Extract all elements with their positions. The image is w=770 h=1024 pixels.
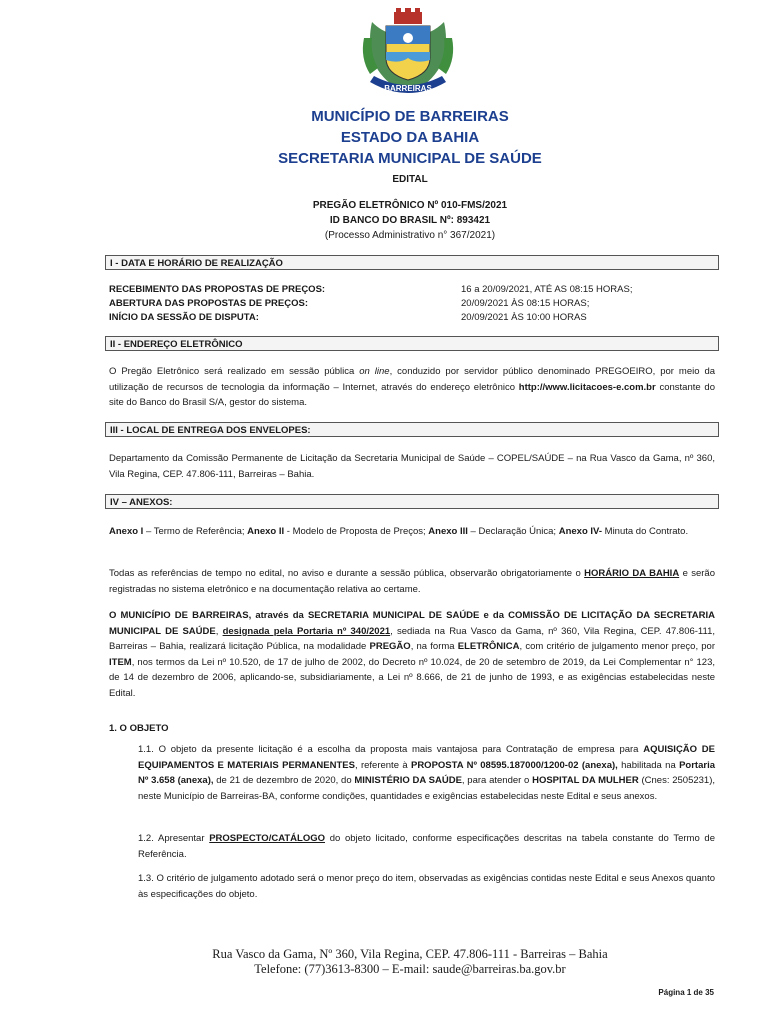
local-entrega-paragraph: Departamento da Comissão Permanente de Licitação da Secretaria Municipal de Saúde – COPEL/SAÚDE – na Rua Vasco da Gama, nº 360, Vila Regina, CEP. 47.806-111, Barreiras – Bahia. [109, 453, 715, 480]
value-abertura: 20/09/2021 ÀS 08:15 HORAS; [461, 298, 590, 309]
endereco-paragraph: O Pregão Eletrônico será realizado em sessão pública on line, conduzido por servidor público denominado PREGOEIRO, por meio da utilização de recursos de tecnologia da informação – Internet, através do endereço eletrônico http://www.licitacoes-e.com.br constante do site do Banco do Brasil S/A, gestor do sistema. [109, 366, 716, 408]
objeto-item-1-2: 1.2. Apresentar PROSPECTO/CATÁLOGO do objeto licitado, conforme especificações descritas na tabela constante do Termo de Referência. [138, 833, 715, 860]
label-abertura: ABERTURA DAS PROPOSTAS DE PREÇOS: [109, 298, 308, 309]
edital-title: EDITAL [392, 174, 428, 185]
footer-contact: Telefone: (77)3613-8300 – E-mail: saude@barreiras.ba.gov.br [254, 962, 566, 976]
municipal-crest-logo [356, 8, 460, 106]
header-secretaria: SECRETARIA MUNICIPAL DE SAÚDE [278, 150, 542, 167]
horario-paragraph: Todas as referências de tempo no edital, no aviso e durante a sessão pública, observarão obrigatoriamente o HORÁRIO DA BAHIA e serão registradas no sistema eletrônico e na documentação relativa ao certame. [109, 568, 715, 595]
label-recebimento: RECEBIMENTO DAS PROPOSTAS DE PREÇOS: [109, 284, 326, 295]
value-inicio-sessao: 20/09/2021 ÀS 10:00 HORAS [461, 312, 587, 323]
header-estado: ESTADO DA BAHIA [340, 129, 480, 146]
objeto-item-1-3: 1.3. O critério de julgamento adotado será o menor preço do item, observadas as exigências contidas neste Edital e seus Anexos quanto às especificações do objeto. [138, 873, 715, 900]
processo-administrativo: (Processo Administrativo n° 367/2021) [324, 230, 496, 241]
licitacoes-link[interactable]: http://www.licitacoes-e.com.br [518, 381, 656, 393]
id-banco: ID BANCO DO BRASIL Nº: 893421 [329, 215, 491, 226]
header-municipio: MUNICÍPIO DE BARREIRAS [311, 108, 509, 125]
pregao-number: PREGÃO ELETRÔNICO Nº 010-FMS/2021 [312, 200, 508, 211]
intro-paragraph: O MUNICÍPIO DE BARREIRAS, através da SECRETARIA MUNICIPAL DE SAÚDE e da COMISSÃO DE LICITAÇÃO DA SECRETARIA MUNICIPAL DE SAÚDE, designada pela Portaria nº 340/2021, sediada na Rua Vasco da Gama, nº 360, Vila Regina, CEP. 47.806-111, Barreiras – Bahia, realizará licitação Pública, na modalidade PREGÃO, na forma ELETRÔNICA, com critério de julgamento menor preço, por ITEM, nos termos da Lei nº 10.520, de 17 de julho de 2002, do Decreto nº 10.024, de 20 de setembro de 2019, da Lei Complementar n° 123, de 14 de dezembro de 2006, aplicando-se, subsidiariamente, a Lei nº 8.666, de 21 de junho de 1993, e as exigências estabelecidas neste Edital. [109, 610, 716, 699]
label-inicio-sessao: INÍCIO DA SESSÃO DE DISPUTA: [109, 312, 259, 323]
section-title-data-horario: I - DATA E HORÁRIO DE REALIZAÇÃO [105, 255, 719, 270]
footer-address: Rua Vasco da Gama, Nº 360, Vila Regina, CEP. 47.806-111 - Barreiras – Bahia [212, 947, 608, 961]
objeto-heading: 1. O OBJETO [109, 723, 169, 734]
crest-banner-text: BARREIRAS [384, 84, 432, 93]
page-number: Página 1 de 35 [658, 988, 714, 997]
section-title-anexos: IV – ANEXOS: [105, 494, 719, 509]
value-recebimento: 16 a 20/09/2021, ATÉ AS 08:15 HORAS; [461, 284, 633, 295]
objeto-item-1-1: 1.1. O objeto da presente licitação é a escolha da proposta mais vantajosa para Contratação de empresa para AQUISIÇÃO DE EQUIPAMENTOS E MATERIAIS PERMANENTES, referente à PROPOSTA Nº 08595.187000/1200-02 (anexa), habilitada na Portaria Nº 3.658 (anexa), de 21 de dezembro de 2020, do MINISTÉRIO DA SAÚDE, para atender o HOSPITAL DA MULHER (Cnes: 2505231), neste Município de Barreiras-BA, conforme condições, quantidades e exigências estabelecidas neste Edital e seus anexos. [138, 744, 716, 802]
section-title-endereco-eletronico: II - ENDEREÇO ELETRÔNICO [105, 336, 719, 351]
anexos-paragraph: Anexo I – Termo de Referência; Anexo II - Modelo de Proposta de Preços; Anexo III – Declaração Única; Anexo IV- Minuta do Contrato. [109, 526, 689, 537]
section-title-local-entrega: III - LOCAL DE ENTREGA DOS ENVELOPES: [105, 422, 719, 437]
